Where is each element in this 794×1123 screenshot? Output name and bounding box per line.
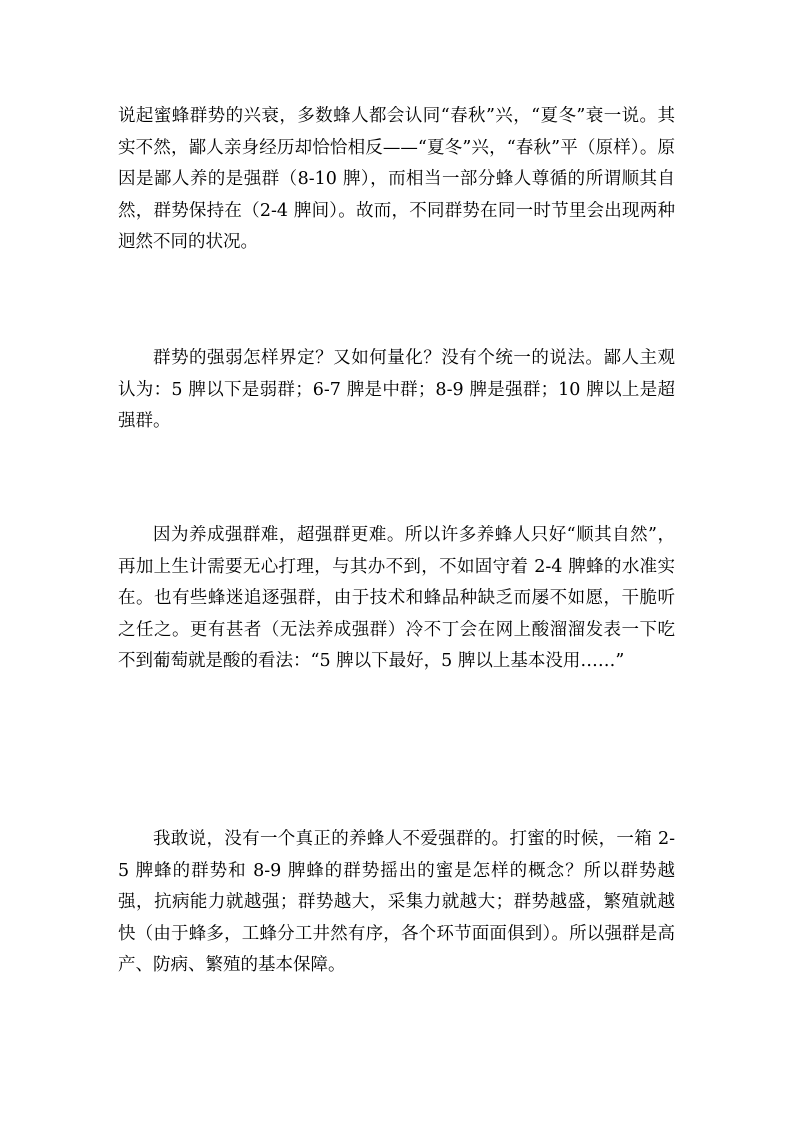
- paragraph-2: 群势的强弱怎样界定？又如何量化？没有个统一的说法。鄙人主观认为：5 脾以下是弱群；6-7 脾是中群；8-9 脾是强群；10 脾以上是超强群。: [118, 348, 675, 432]
- paragraph-3: 因为养成强群难，超强群更难。所以许多养蜂人只好“顺其自然”，再加上生计需要无心打理，与其办不到，不如固守着 2-4 脾蜂的水准实在。也有些蜂迷追逐强群，由于技术和蜂品种缺乏而屡不如愿，干脆听之任之。更有甚者（无法养成强群）冷不丁会在网上酸溜溜发表一下吃不到葡萄就是酸的看法：“5 脾以下最好，5 脾以上基本没用……”: [118, 525, 675, 672]
- paragraph-1: 说起蜜蜂群势的兴衰，多数蜂人都会认同“春秋”兴，“夏冬”衰一说。其实不然，鄙人亲身经历却恰恰相反——“夏冬”兴，“春秋”平（原样）。原因是鄙人养的是强群（8-10 脾），而相当一部分蜂人尊循的所谓顺其自然，群势保持在（2-4 脾间）。故而，不同群势在同一时节里会出现两种迥然不同的状况。: [118, 106, 675, 253]
- paragraph-4: 我敢说，没有一个真正的养蜂人不爱强群的。打蜜的时候，一箱 2-5 脾蜂的群势和 8-9 脾蜂的群势摇出的蜜是怎样的概念？所以群势越强，抗病能力就越强；群势越大，采集力就越大；群势越盛，繁殖就越快（由于蜂多，工蜂分工井然有序，各个环节面面俱到）。所以强群是高产、防病、繁殖的基本保障。: [118, 829, 675, 976]
